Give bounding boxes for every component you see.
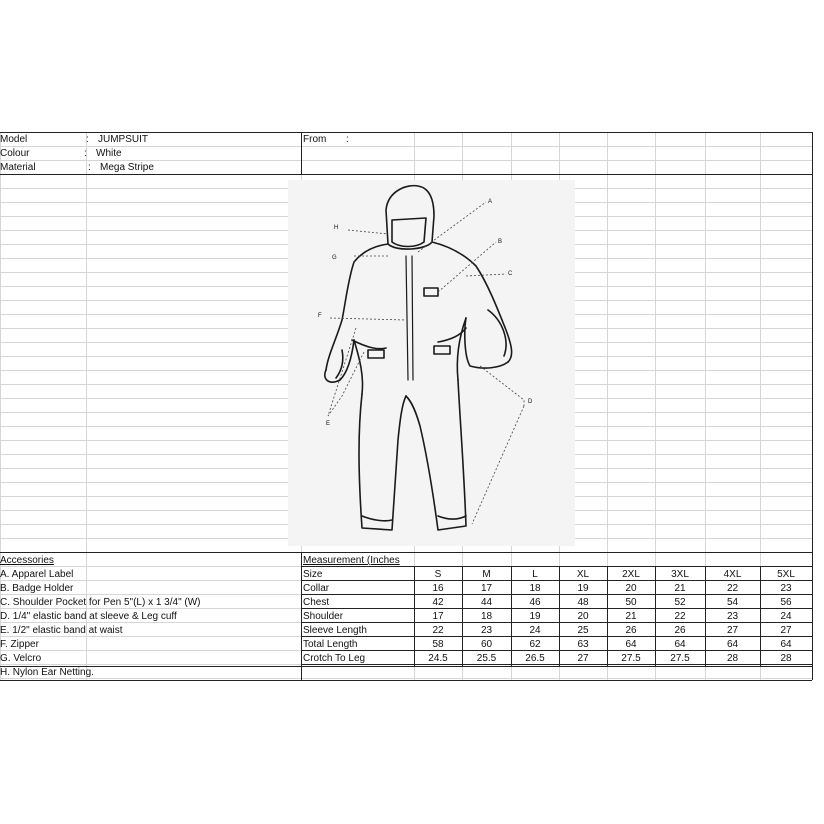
measurement-cell: 18: [529, 583, 541, 594]
measurement-cell: 23: [726, 611, 739, 622]
colour-label: Colour: [0, 148, 30, 159]
measurement-cell: 28: [780, 653, 792, 664]
accessory-item: F. Zipper: [0, 639, 39, 650]
measurement-cell: 19: [577, 583, 589, 594]
measurement-cell: 24.5: [428, 653, 448, 664]
measurement-cell: 22: [432, 625, 444, 636]
material-value: Mega Stripe: [100, 162, 154, 173]
measurement-cell: 58: [432, 639, 444, 650]
measurement-cell: 44: [480, 597, 493, 608]
table-border: [301, 132, 302, 174]
accessory-item: C. Shoulder Pocket for Pen 5"(L) x 1 3/4" (W): [0, 597, 201, 608]
model-sep: :: [86, 134, 89, 145]
size-label: Size: [303, 569, 323, 580]
measurement-cell: 21: [625, 611, 637, 622]
measurement-cell: 64: [625, 639, 637, 650]
measurement-cell: 23: [780, 583, 792, 594]
measurement-cell: 46: [529, 597, 541, 608]
measurement-cell: 24: [780, 611, 792, 622]
measurement-cell: 50: [625, 597, 637, 608]
table-border: [301, 552, 302, 680]
measurement-cell: 25: [577, 625, 589, 636]
callout-d: D: [528, 399, 533, 405]
measurement-cell: 18: [480, 611, 493, 622]
measurement-cell: 60: [480, 639, 493, 650]
measurement-cell: 17: [480, 583, 493, 594]
measurement-cell: 21: [674, 583, 686, 594]
callout-b: B: [498, 239, 503, 245]
table-border: [0, 174, 812, 175]
measurement-cell: 64: [780, 639, 792, 650]
table-border: [0, 666, 812, 667]
material-sep: :: [88, 162, 91, 173]
spec-sheet: [0, 132, 812, 680]
measurement-cell: 28: [726, 653, 739, 664]
measurement-cell: 52: [674, 597, 686, 608]
measurement-cell: 26.5: [525, 653, 545, 664]
callout-h: H: [334, 225, 339, 231]
measurement-cell: 17: [432, 611, 444, 622]
measurement-cell: 26: [625, 625, 637, 636]
jumpsuit-sketch: [288, 180, 575, 546]
accessory-item: A. Apparel Label: [0, 569, 74, 580]
measurement-cell: 20: [625, 583, 637, 594]
from-label: From: [303, 134, 327, 145]
measurement-cell: 27: [780, 625, 792, 636]
measurement-cell: 62: [529, 639, 541, 650]
table-border: [812, 132, 813, 680]
measurement-cell: 20: [577, 611, 589, 622]
accessory-item: H. Nylon Ear Netting.: [0, 667, 94, 678]
colour-sep: :: [84, 148, 87, 159]
callout-g: G: [332, 255, 337, 261]
measurement-cell: 54: [726, 597, 739, 608]
measurement-cell: 16: [432, 583, 444, 594]
measurement-cell: 27: [726, 625, 739, 636]
grid-row-line: [0, 146, 812, 147]
measurement-cell: 22: [726, 583, 739, 594]
measurement-cell: 19: [529, 611, 541, 622]
accessories-title: Accessories: [0, 555, 54, 566]
measurement-cell: 26: [674, 625, 686, 636]
measurement-label: Chest: [303, 597, 330, 608]
callout-f: F: [318, 313, 322, 319]
accessory-item: B. Badge Holder: [0, 583, 74, 594]
size-header: 2XL: [622, 569, 640, 580]
measurement-cell: 42: [432, 597, 444, 608]
colour-value: White: [96, 148, 122, 159]
measurement-label: Sleeve Length: [303, 625, 367, 636]
table-border: [0, 132, 812, 133]
jumpsuit-drawing: [288, 180, 575, 546]
measurement-label: Shoulder: [303, 611, 344, 622]
measurement-cell: 56: [780, 597, 792, 608]
from-sep: :: [346, 134, 349, 145]
measurement-label: Total Length: [303, 639, 358, 650]
table-border: [0, 552, 812, 553]
measurement-cell: 64: [674, 639, 686, 650]
callout-e: E: [326, 421, 331, 427]
measurement-cell: 23: [480, 625, 493, 636]
measurement-title: Measurement (Inches: [303, 555, 400, 566]
material-label: Material: [0, 162, 36, 173]
accessory-item: G. Velcro: [0, 653, 42, 664]
size-header: XL: [576, 569, 590, 580]
size-header: 3XL: [671, 569, 689, 580]
measurement-label: Collar: [303, 583, 330, 594]
callout-a: A: [488, 199, 493, 205]
accessory-item: D. 1/4" elastic band at sleeve & Leg cuff: [0, 611, 177, 622]
measurement-cell: 27.5: [621, 653, 641, 664]
size-header: M: [482, 569, 491, 580]
callout-c: C: [508, 271, 513, 277]
measurement-cell: 48: [577, 597, 589, 608]
measurement-cell: 22: [674, 611, 686, 622]
model-label: Model: [0, 134, 28, 145]
size-header: S: [434, 569, 442, 580]
size-header: L: [532, 569, 538, 580]
size-header: 5XL: [777, 569, 795, 580]
model-value: JUMPSUIT: [98, 134, 148, 145]
measurement-label: Crotch To Leg: [303, 653, 366, 664]
grid-row-line: [0, 160, 812, 161]
measurement-cell: 64: [726, 639, 739, 650]
measurement-cell: 27: [577, 653, 589, 664]
accessory-item: E. 1/2" elastic band at waist: [0, 625, 123, 636]
measurement-cell: 24: [529, 625, 541, 636]
measurement-cell: 25.5: [476, 653, 497, 664]
grid-row-line: [0, 678, 812, 679]
table-border: [0, 680, 812, 681]
size-header: 4XL: [723, 569, 742, 580]
measurement-cell: 63: [577, 639, 589, 650]
measurement-cell: 27.5: [670, 653, 690, 664]
